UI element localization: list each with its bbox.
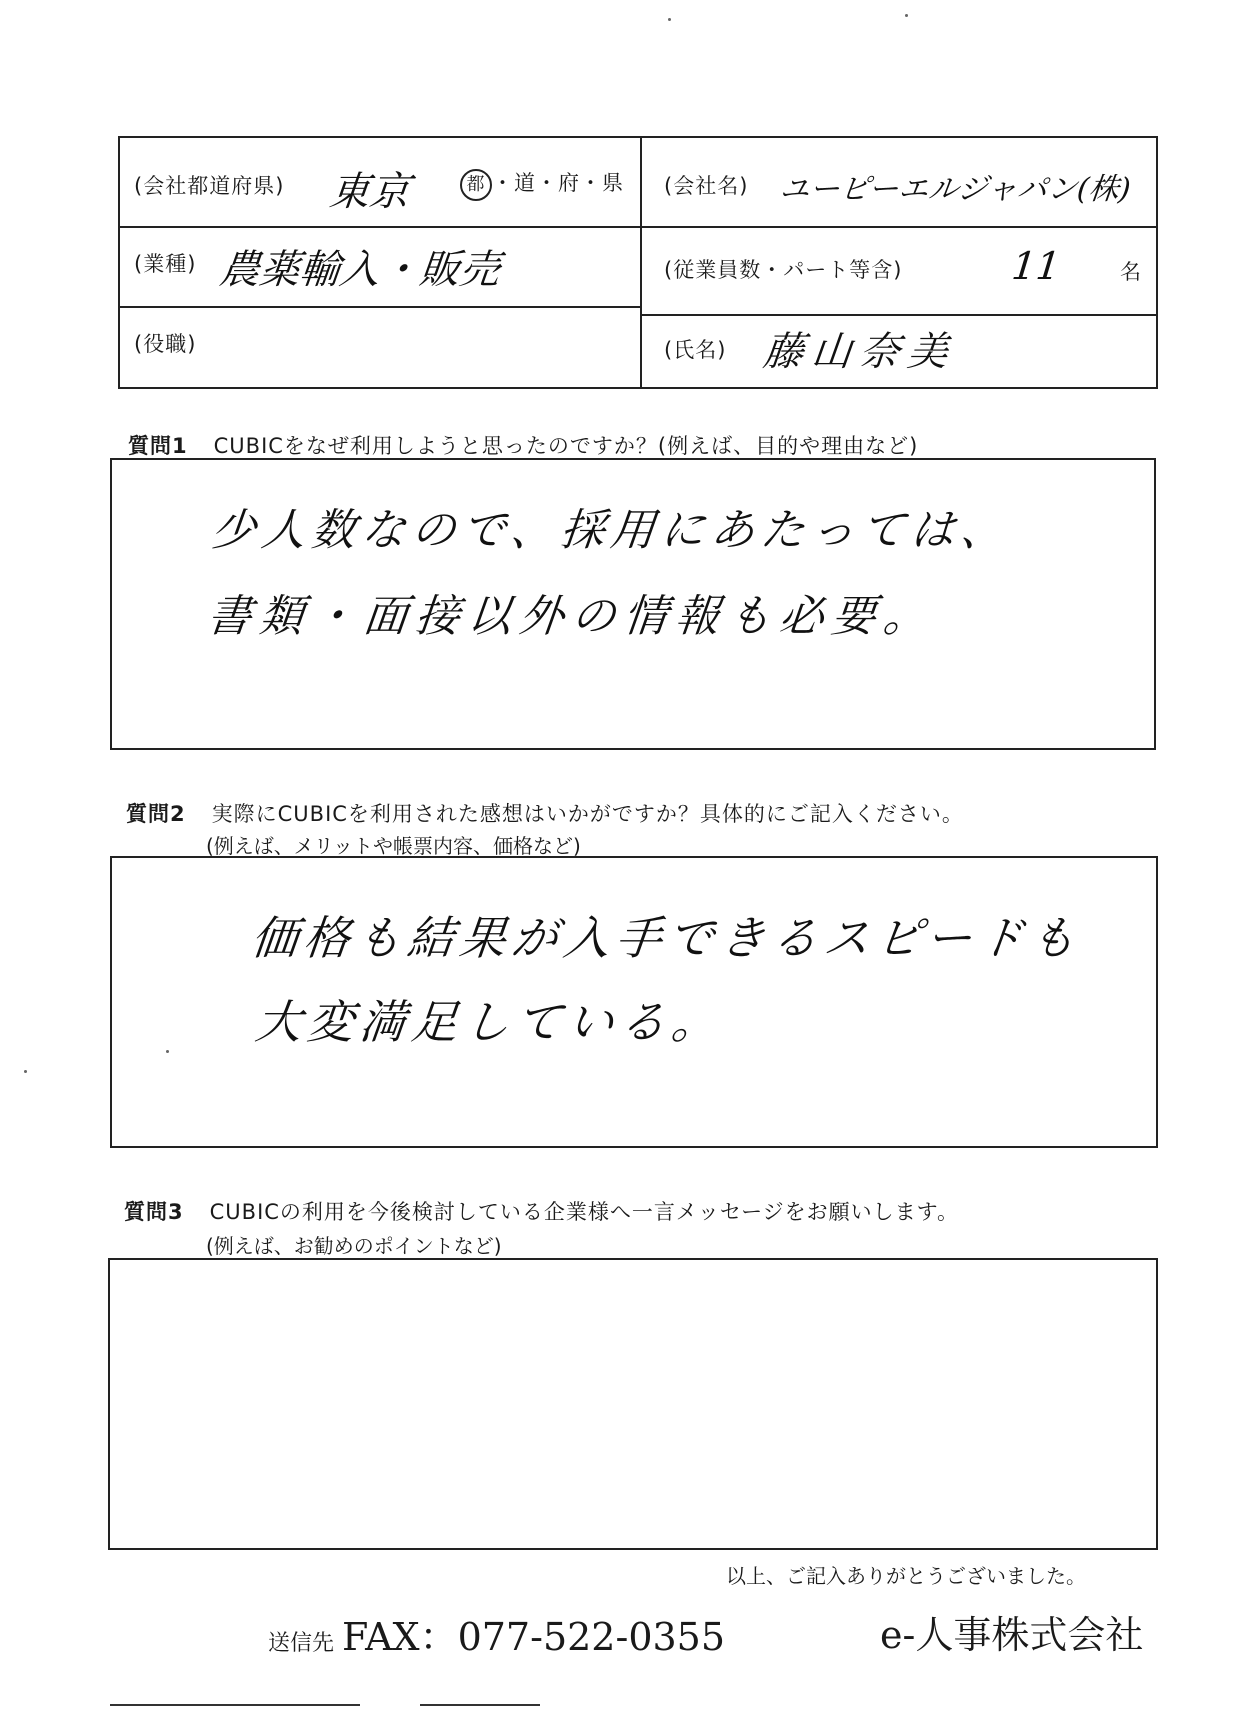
prefecture-value[interactable]: 東京 — [327, 169, 413, 215]
scan-speck — [668, 18, 671, 21]
question-3-text: CUBICの利用を今後検討している企業様へ一言メッセージをお願いします。 — [209, 1200, 959, 1224]
table-divider — [120, 306, 640, 308]
prefecture-type-others: ・道・府・県 — [492, 171, 624, 195]
respondent-info-table — [118, 136, 1158, 389]
question-2-heading — [126, 798, 964, 828]
table-divider — [642, 226, 1156, 228]
question-3-subtext: (例えば、お勧めのポイントなど) — [206, 1234, 502, 1258]
table-divider — [640, 138, 642, 387]
closing-message: 以上、ご記入ありがとうございました。 — [726, 1564, 1086, 1588]
fax-info — [268, 1606, 725, 1661]
industry-value[interactable]: 農薬輸入・販売 — [217, 247, 503, 293]
employees-unit: 名 — [1120, 260, 1142, 284]
scan-fragment — [110, 1704, 360, 1706]
question-2-answer-line: 大変満足している。 — [252, 995, 727, 1049]
question-2-text: 実際にCUBICを利用された感想はいかがですか？具体的にご記入ください。 — [211, 802, 964, 826]
position-label: (役職) — [134, 332, 197, 356]
table-divider — [120, 226, 640, 228]
scan-speck — [905, 14, 908, 17]
question-2-number: 質問2 — [126, 802, 186, 826]
company-value[interactable]: ユーピーエルジャパン(株) — [777, 172, 1133, 207]
question-1-number: 質問1 — [128, 434, 188, 458]
name-value[interactable]: 藤山奈美 — [761, 329, 959, 375]
question-3-number: 質問3 — [124, 1200, 184, 1224]
question-2-answer-box[interactable] — [110, 856, 1158, 1148]
question-1-answer-line: 書類・面接以外の情報も必要。 — [204, 591, 939, 642]
prefecture-label: (会社都道府県) — [134, 174, 285, 198]
employees-value[interactable]: 11 — [1009, 244, 1063, 288]
company-name: e-人事株式会社 — [880, 1613, 1144, 1657]
prefecture-type-options — [460, 167, 624, 201]
scan-fragment — [420, 1704, 540, 1706]
fax-number[interactable]: FAX：077-522-0355 — [342, 1615, 726, 1659]
question-1-heading — [128, 430, 918, 460]
question-2-subtext: (例えば、メリットや帳票内容、価格など) — [206, 834, 581, 858]
question-1-text: CUBICをなぜ利用しようと思ったのですか？(例えば、目的や理由など) — [213, 434, 919, 458]
send-to-label: 送信先 — [268, 1631, 335, 1656]
question-3-heading — [124, 1196, 959, 1226]
industry-label: (業種) — [134, 252, 197, 276]
table-divider — [642, 314, 1156, 316]
employees-label: (従業員数・パート等含) — [664, 258, 903, 282]
question-2-answer-line: 価格も結果が入手できるスピードも — [248, 911, 1085, 965]
name-label: (氏名) — [664, 338, 727, 362]
scan-speck — [24, 1070, 27, 1073]
question-1-answer-line: 少人数なので、採用にあたっては、 — [208, 505, 1014, 556]
question-1-answer-box[interactable] — [110, 458, 1156, 750]
question-3-answer-box[interactable] — [108, 1258, 1158, 1550]
company-label: (会社名) — [664, 174, 749, 198]
prefecture-type-selected[interactable]: 都 — [460, 169, 492, 201]
